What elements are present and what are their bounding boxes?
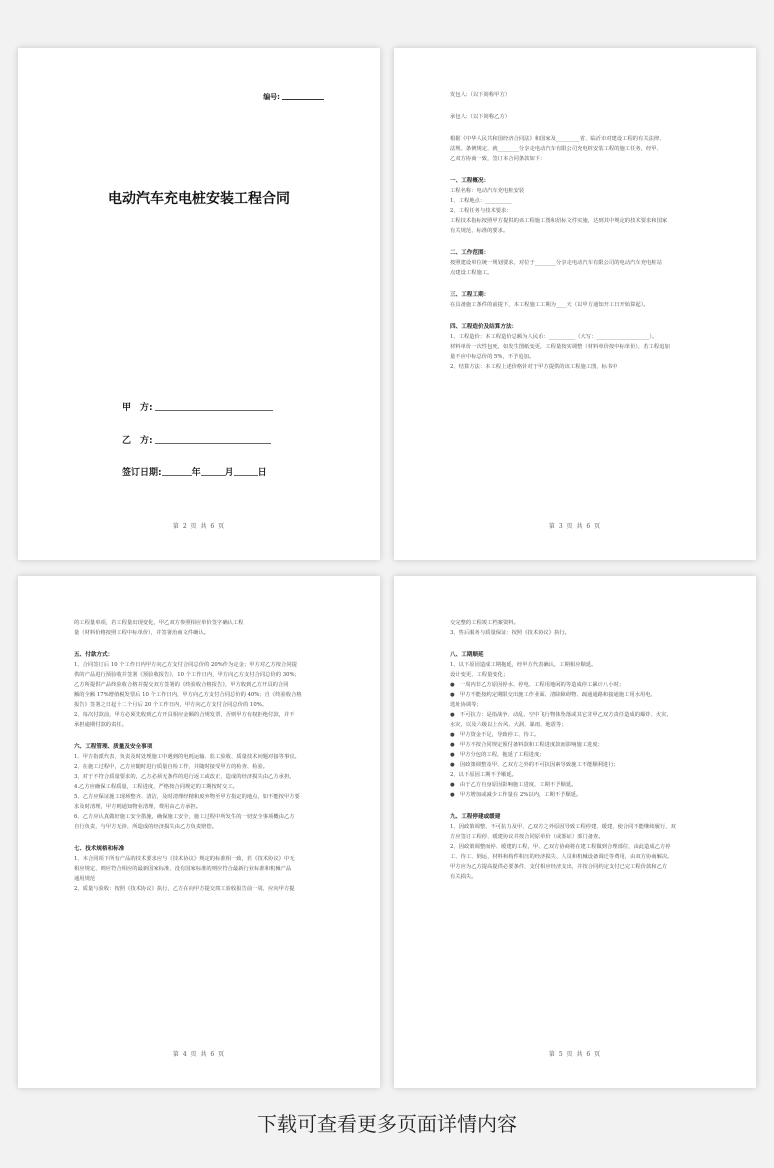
text-line: 有关规范、标准的要求。 bbox=[450, 228, 509, 234]
page-body bbox=[450, 90, 714, 372]
text-line: 点建设工程施工。 bbox=[450, 270, 493, 276]
paragraph-gap bbox=[450, 638, 714, 650]
section-heading: 五、付款方式： bbox=[74, 652, 114, 658]
document-page bbox=[18, 576, 380, 1088]
text-line: 2、工程任务与技术要求： bbox=[450, 208, 512, 214]
text-line: 按照建设单位统一规划要求，对位于________分享走电动汽车有限公司的电动汽车充电桩站 bbox=[450, 260, 662, 266]
text-line: 选址协调等； bbox=[450, 702, 482, 708]
text-line: 相应规定，则应符合相应的最新国家标准，没有国家标准的则应符合最新行业标准和机械产品 bbox=[74, 866, 292, 872]
text-line: 4.乙方应确保工程质量，工程进度，严格按合同规定的工期按时交工。 bbox=[74, 784, 238, 790]
text-line: ● 不可抗力：是指战争、动乱、空中飞行物体坠落或其它非甲乙双方责任造成的爆炸、火灾、 bbox=[450, 712, 672, 718]
text-line: 2、因政策调整而停、缓建的工程，甲、乙双方协商将在建工程做到合理部位，由此造成乙方停 bbox=[450, 844, 671, 850]
text-line: 3、售后服务与质量保证：按照《技术协议》执行。 bbox=[450, 630, 570, 636]
text-line: ● 甲方增加或减少工作量在 2%以内，工期不予顺延。 bbox=[450, 792, 582, 798]
text-line: 量（材料价格按照工程中标单价），并签署治商文件确认。 bbox=[74, 630, 210, 636]
page-number: 第 3 页 共 6 页 bbox=[548, 523, 602, 530]
text-line: ● 甲方不能按约定期限交出施工作业面、清除障碍物、疏通通路和接通施工用水用电、 bbox=[450, 692, 656, 698]
document-page-cover bbox=[18, 48, 380, 560]
text-line: 承担逾期付款的责任。 bbox=[74, 722, 127, 728]
text-line: ● 一周内非乙方原因停水、停电、工程用地闲的等造成停工累计八小时； bbox=[450, 682, 625, 688]
text-line: 甲方应为乙方提高提供必要条件，支付相应经济支出，并按合同约定支付已完工程价款和乙方 bbox=[450, 864, 668, 870]
paragraph-gap bbox=[74, 832, 338, 844]
text-line: ● 因政策调整及甲、乙双方之外的不可抗因素导致施工不能顺利进行； bbox=[450, 762, 619, 768]
text-line: 有关损失。 bbox=[450, 874, 477, 880]
page-body bbox=[74, 618, 338, 894]
text-line: 1、本合同项下所有产品的技术要求应与《技术协议》规定的标准相一致，若《技术协议》中无 bbox=[74, 856, 295, 862]
text-line: 设计变更、工程量变化； bbox=[450, 672, 509, 678]
text-line: 通用规范 bbox=[74, 876, 96, 882]
text-line: 法规、条例规定，就________分享走电动汽车有限公司充电桩安装工程的施工任务，经甲、 bbox=[450, 146, 662, 152]
text-line: 方应签订工程停、缓建协议并按合同原单价（或鉴证）部门备查。 bbox=[450, 834, 604, 840]
text-line: 工、待工、倒运、材料和构件积压的经济损失、人员和机械设备调迁等费用，由双方协商解决。 bbox=[450, 854, 673, 860]
text-line: 工程技术指标按照甲方提供的该工程施工图和招标文件实施，达到其中规定的技术要求和国家 bbox=[450, 218, 668, 224]
text-line: 自行负责，与甲方无涉，所造成的经济损失由乙方负责赔偿。 bbox=[74, 824, 218, 830]
text-line: 2、每次付款前，甲方必须先收到乙方开具相应金额的合规发票，否则甲方有权拒绝付款，并不 bbox=[74, 712, 295, 718]
text-line: 2、以下原因工期不予顺延。 bbox=[450, 772, 517, 778]
section-heading: 三、工程工期： bbox=[450, 292, 490, 298]
section-heading: 九、工程停建或缓建 bbox=[450, 814, 501, 820]
text-line: 额的全额 17%增值税发票后 10 个工作日内，甲方向乙方支付合同总价的 40%；自《终验收合格 bbox=[74, 692, 302, 698]
paragraph-gap bbox=[450, 278, 714, 290]
section-heading: 六、工程管理、质量及安全事项 bbox=[74, 744, 153, 750]
paragraph-gap bbox=[450, 310, 714, 322]
party-b-field: 乙 方: bbox=[122, 433, 271, 446]
paragraph-gap bbox=[450, 100, 714, 112]
text-line: 1、工程造价：本工程造价总额为人民币：__________（大写：____________________）。 bbox=[450, 334, 658, 340]
section-heading: 四、工程造价及结算方法： bbox=[450, 324, 518, 330]
download-caption: 下载可查看更多页面详情内容 bbox=[257, 1112, 517, 1136]
text-line: 在具备施工条件的前提下，本工程施工工期为____天（以甲方通知开工日开始算起）。 bbox=[450, 302, 649, 308]
document-page bbox=[394, 576, 756, 1088]
paragraph-gap bbox=[74, 638, 338, 650]
text-line: 交完整的工程竣工档案资料。 bbox=[450, 620, 519, 626]
text-line: ● 甲方不按合同规定预付备料款和工程进度款而影响施工进度； bbox=[450, 742, 603, 748]
text-line: 1、合同签订后 10 个工作日内甲方向乙方支付合同总价的 20%作为定金；甲方对乙方按合同提 bbox=[74, 662, 297, 668]
text-line: 求及时清理，甲方则通知物业清理，费用由乙方承担。 bbox=[74, 804, 202, 810]
paragraph-gap bbox=[450, 122, 714, 134]
text-line: 供的产品进行预验收并签署《预验收报告》，10 个工作日内，甲方向乙方支付合同总价的 30%； bbox=[74, 672, 300, 678]
text-line: 乙双方协商一致，签订本合同条款如下： bbox=[450, 156, 546, 162]
text-line: 报告》签署之日起十二个月后 20 个工作日内，甲方向乙方支付合同总价的 10%。 bbox=[74, 702, 268, 708]
text-line: ● 由于乙方自身原因影响施工进度，工期不予顺延。 bbox=[450, 782, 577, 788]
text-line: 工程名称：电动汽车充电桩安装 bbox=[450, 188, 525, 194]
text-line: 1、因政策调整、不可抗力及甲、乙双方之外原因导致工程停建、缓建，使合同不能继续履行，双 bbox=[450, 824, 676, 830]
document-page bbox=[394, 48, 756, 560]
paragraph-gap bbox=[74, 730, 338, 742]
text-line: 2、结算方法：本工程上述价格针对于甲方提供的该工程施工图，标书中 bbox=[450, 364, 618, 370]
text-line: 的工程量单项，若工程量出现变化，甲乙双方参照相应单价签字确认工程 bbox=[74, 620, 244, 626]
text-line: 3、对于不符合质量要求的，乙方必须无条件的进行返工或改正，造成的经济损失由乙方承担。 bbox=[74, 774, 295, 780]
paragraph-gap bbox=[450, 164, 714, 176]
text-line: 6、乙方应认真做好施工安全措施，确保施工安全，施工过程中所发生的一切安全事项概由乙方 bbox=[74, 814, 295, 820]
text-line: ● 甲方资金不足，导致停工、待工。 bbox=[450, 732, 540, 738]
text-line: 1、工程地点：__________ bbox=[450, 198, 512, 204]
paragraph-gap bbox=[450, 800, 714, 812]
section-heading: 一、工程概况： bbox=[450, 178, 490, 184]
text-line: 承包人:（以下简称乙方） bbox=[450, 114, 511, 120]
text-line: 根据《中华人民共和国经济合同法》和国家及_________省、临沂市对建设工程的有关法律、 bbox=[450, 136, 665, 142]
section-heading: 七、技术规格和标准 bbox=[74, 846, 125, 852]
text-line: 材料单价一次性包死，如发生图纸变更，工程量按实调整（材料单价按中标单价），若工程追加 bbox=[450, 344, 670, 350]
page-number: 第 5 页 共 6 页 bbox=[548, 1051, 602, 1058]
number-blank bbox=[282, 99, 324, 100]
paragraph-gap bbox=[450, 236, 714, 248]
sign-date-field: 签订日期: 年 月 日 bbox=[122, 468, 267, 478]
text-line: 1、甲方指派代表，负责及时处理施工中遇到的电耗运输、监工验收、质量技术问题对接等事宜。 bbox=[74, 754, 300, 760]
text-line: 量不应中标总价的 5%，不予追加。 bbox=[450, 354, 535, 360]
text-line: ● 甲方分包的工程，拖延了工程进度； bbox=[450, 752, 545, 758]
text-line: 水灾，以及六级以上台风、大洞、暴雨、地震等； bbox=[450, 722, 567, 728]
contract-number: 编号: bbox=[263, 92, 324, 102]
section-heading: 八、工期顺延 bbox=[450, 652, 484, 658]
party-a-field: 甲 方: bbox=[122, 400, 273, 413]
page-number: 第 4 页 共 6 页 bbox=[172, 1051, 226, 1058]
text-line: 1、以下原因造成工期拖延，经甲方代表确认，工期相应顺延。 bbox=[450, 662, 597, 668]
page-body bbox=[450, 618, 714, 882]
text-line: 发包人:（以下简称甲方） bbox=[450, 92, 511, 98]
text-line: 2、质量与验收：按照《技术协议》执行，乙方在向甲方提交竣工验收报告前一周，应向甲方提 bbox=[74, 886, 295, 892]
contract-title: 电动汽车充电桩安装工程合同 bbox=[108, 191, 290, 207]
section-heading: 二、工作范围： bbox=[450, 250, 490, 256]
page-number: 第 2 页 共 6 页 bbox=[172, 523, 226, 530]
text-line: 2、在施工过程中，乙方应随时进行质量自检工作，并随时接受甲方的检查、检验。 bbox=[74, 764, 269, 770]
text-line: 5、乙方应保证施工现场整齐、清洁，及时清理经精和废弃物至甲方指定的地点，如不能按甲方要 bbox=[74, 794, 300, 800]
text-line: 乙方所提供产品终验收合格并提交双方签署的《终验收合格报告》，甲方收到乙方开具的合同 bbox=[74, 682, 289, 688]
